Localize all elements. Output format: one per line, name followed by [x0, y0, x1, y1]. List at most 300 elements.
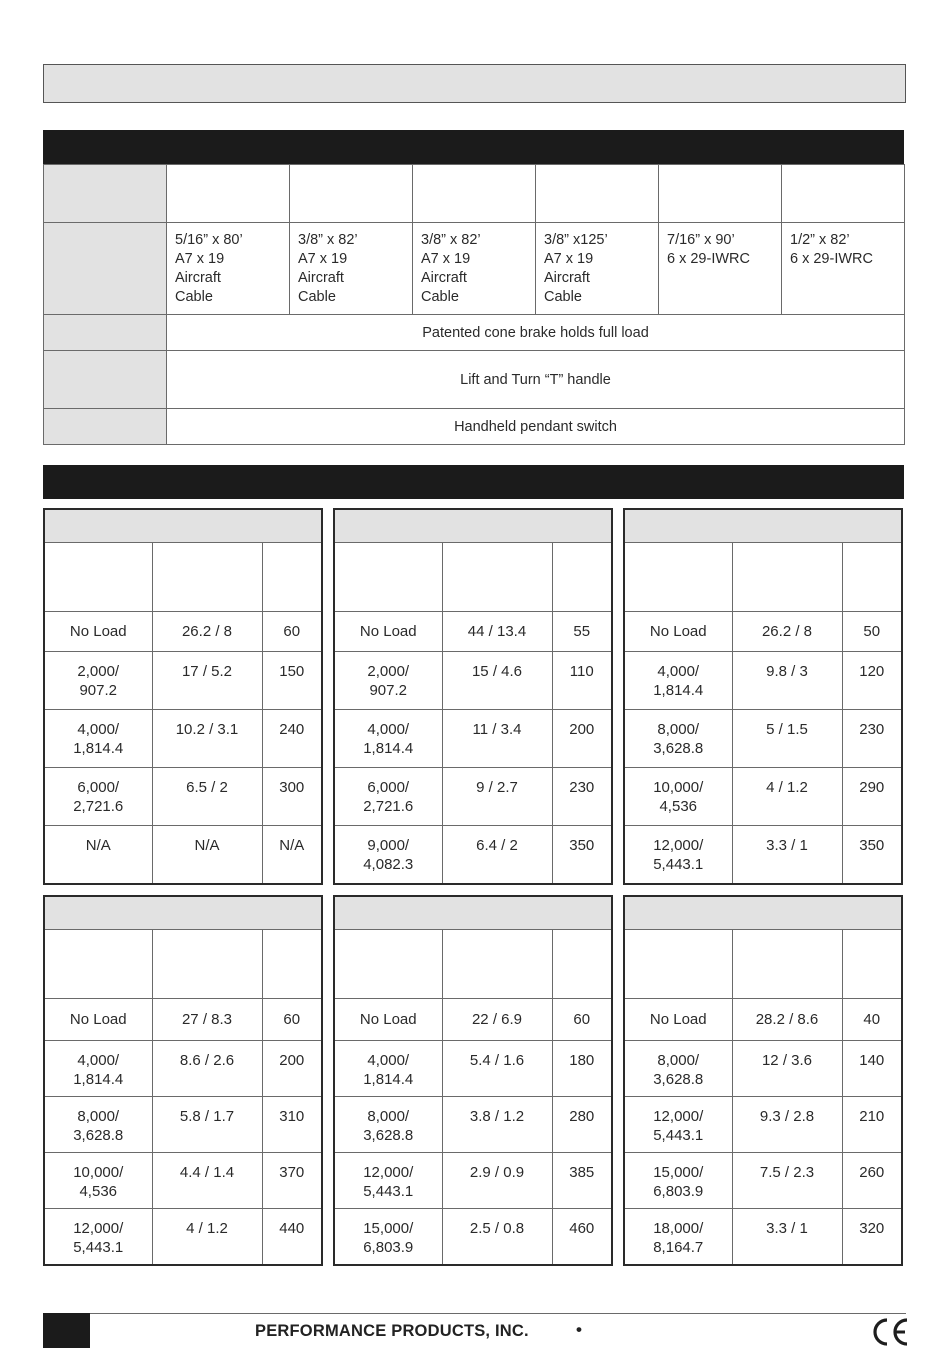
performance-row	[335, 1040, 611, 1096]
load-cell-text: 4,000/	[367, 720, 410, 738]
footer-page-block	[43, 1313, 90, 1348]
spec-model-row	[44, 165, 905, 223]
performance-row	[625, 651, 901, 709]
speed-cell	[732, 611, 842, 651]
load-cell	[335, 1152, 442, 1208]
load-cell	[45, 709, 152, 767]
performance-table	[43, 895, 323, 1266]
load-cell-text: 8,000/	[657, 1051, 700, 1069]
specifications-header-bar	[43, 130, 904, 164]
amps-cell	[552, 611, 611, 651]
spec-cable-row	[44, 223, 905, 315]
spec-model-cell	[659, 165, 782, 223]
load-cell	[625, 1096, 732, 1152]
amps-column-header	[262, 543, 321, 611]
cable-cell	[782, 223, 905, 315]
load-column-header	[625, 930, 732, 998]
load-cell-text: 8,000/	[367, 1107, 410, 1125]
speed-cell	[152, 825, 262, 883]
amps-cell	[842, 767, 901, 825]
performance-row	[625, 767, 901, 825]
load-cell-text: 2,721.6	[363, 797, 414, 815]
amps-cell-text: N/A	[279, 836, 305, 854]
speed-cell-text: 3.3 / 1	[766, 836, 808, 854]
cable-text: Cable	[175, 289, 213, 305]
amps-cell	[842, 611, 901, 651]
speed-cell	[152, 611, 262, 651]
load-cell-text: 4,082.3	[363, 855, 414, 873]
amps-cell	[262, 709, 321, 767]
cable-text: A7 x 19	[298, 251, 348, 267]
load-cell-text: 5,443.1	[73, 1238, 124, 1256]
amps-cell-text: 200	[279, 1051, 305, 1069]
speed-cell	[152, 998, 262, 1040]
load-cell-text: 9,000/	[367, 836, 410, 854]
performance-row	[45, 825, 321, 883]
speed-cell	[442, 767, 552, 825]
amps-cell-text: 320	[859, 1219, 885, 1237]
amps-cell-text: 60	[573, 1010, 591, 1028]
performance-row	[335, 998, 611, 1040]
spec-row-label	[44, 351, 167, 409]
performance-row	[625, 998, 901, 1040]
performance-grid	[625, 543, 901, 883]
speed-cell-text: 12 / 3.6	[761, 1051, 813, 1069]
load-cell-text: 5,443.1	[363, 1182, 414, 1200]
amps-cell-text: 300	[279, 778, 305, 796]
performance-row	[335, 825, 611, 883]
performance-table	[43, 508, 323, 885]
load-cell-text: 1,814.4	[73, 739, 124, 757]
speed-cell	[732, 1152, 842, 1208]
load-cell-text: 907.2	[369, 681, 408, 699]
amps-cell	[842, 1208, 901, 1264]
speed-cell-text: N/A	[194, 836, 220, 854]
speed-column-header	[152, 543, 262, 611]
amps-cell-text: 180	[569, 1051, 595, 1069]
speed-cell	[732, 709, 842, 767]
speed-cell-text: 4 / 1.2	[766, 778, 808, 796]
amps-cell	[842, 1040, 901, 1096]
load-cell	[45, 767, 152, 825]
speed-cell	[152, 767, 262, 825]
amps-cell	[262, 767, 321, 825]
cable-cell	[413, 223, 536, 315]
load-cell	[335, 825, 442, 883]
load-column-header	[335, 543, 442, 611]
load-cell-text: 12,000/	[363, 1163, 414, 1181]
load-cell-text: 4,536	[659, 797, 698, 815]
cable-text: Aircraft	[421, 270, 467, 286]
handle-text: Lift and Turn “T” handle	[167, 351, 905, 409]
amps-cell	[552, 1096, 611, 1152]
amps-cell-text: 60	[283, 1010, 301, 1028]
amps-cell-text: 310	[279, 1107, 305, 1125]
cable-text: Cable	[544, 289, 582, 305]
amps-cell	[552, 1208, 611, 1264]
load-cell	[45, 651, 152, 709]
performance-row	[335, 1096, 611, 1152]
speed-cell	[732, 998, 842, 1040]
speed-column-header	[442, 543, 552, 611]
load-cell	[625, 998, 732, 1040]
amps-cell-text: 385	[569, 1163, 595, 1181]
load-cell-text: 2,000/	[77, 662, 120, 680]
ce-mark-icon	[868, 1315, 910, 1349]
load-cell	[625, 709, 732, 767]
amps-cell	[262, 611, 321, 651]
load-cell	[335, 1096, 442, 1152]
load-cell	[625, 1152, 732, 1208]
amps-cell-text: 120	[859, 662, 885, 680]
performance-header-bar	[43, 465, 904, 499]
performance-row	[335, 611, 611, 651]
performance-row	[625, 709, 901, 767]
amps-cell	[552, 651, 611, 709]
speed-cell-text: 11 / 3.4	[472, 720, 522, 738]
amps-cell-text: 150	[279, 662, 305, 680]
cable-text: 1/2” x 82’	[790, 232, 850, 248]
amps-cell-text: 60	[283, 622, 301, 640]
amps-cell-text: 290	[859, 778, 885, 796]
speed-cell-text: 5 / 1.5	[766, 720, 808, 738]
spec-handle-row	[44, 351, 905, 409]
speed-cell-text: 17 / 5.2	[181, 662, 233, 680]
amps-cell-text: 50	[863, 622, 881, 640]
amps-cell-text: 350	[859, 836, 885, 854]
speed-cell-text: 2.9 / 0.9	[469, 1163, 525, 1181]
speed-column-header	[152, 930, 262, 998]
amps-cell-text: 210	[859, 1107, 885, 1125]
performance-row	[625, 611, 901, 651]
amps-cell	[552, 709, 611, 767]
cable-text: 3/8” x 82’	[298, 232, 358, 248]
load-cell	[335, 767, 442, 825]
specifications-table	[43, 164, 905, 445]
load-cell-text: 6,000/	[367, 778, 410, 796]
performance-row	[45, 611, 321, 651]
amps-cell	[262, 1096, 321, 1152]
load-cell	[45, 1040, 152, 1096]
footer-company-name: PERFORMANCE PRODUCTS, INC.	[255, 1322, 529, 1340]
cable-text: 5/16” x 80’	[175, 232, 243, 248]
load-cell-text: 5,443.1	[653, 1126, 704, 1144]
amps-cell-text: 110	[569, 662, 594, 680]
performance-column-header-row	[625, 543, 901, 611]
amps-cell-text: 230	[859, 720, 885, 738]
speed-cell	[442, 1096, 552, 1152]
speed-cell	[442, 611, 552, 651]
amps-cell	[262, 1208, 321, 1264]
amps-cell	[552, 825, 611, 883]
performance-row	[335, 767, 611, 825]
footer-bullet: •	[576, 1320, 582, 1339]
speed-column-header	[732, 930, 842, 998]
load-cell-text: No Load	[69, 622, 127, 640]
load-cell	[45, 1152, 152, 1208]
load-cell	[45, 1208, 152, 1264]
load-column-header	[45, 543, 152, 611]
load-cell-text: 6,000/	[77, 778, 120, 796]
load-cell-text: N/A	[85, 836, 111, 854]
cable-text: 3/8” x125’	[544, 232, 608, 248]
speed-cell-text: 26.2 / 8	[761, 622, 813, 640]
spec-row-label	[44, 315, 167, 351]
load-cell	[625, 1040, 732, 1096]
spec-control-row	[44, 409, 905, 445]
amps-cell-text: 460	[569, 1219, 595, 1237]
load-cell	[335, 1208, 442, 1264]
load-cell	[45, 611, 152, 651]
load-cell	[625, 767, 732, 825]
performance-table	[623, 508, 903, 885]
amps-cell	[552, 767, 611, 825]
load-cell-text: 4,000/	[77, 1051, 120, 1069]
load-cell-text: 3,628.8	[73, 1126, 124, 1144]
load-cell-text: No Load	[359, 622, 417, 640]
performance-column-header-row	[45, 543, 321, 611]
speed-cell	[732, 1208, 842, 1264]
amps-cell-text: 140	[859, 1051, 885, 1069]
cable-text: Cable	[421, 289, 459, 305]
load-cell-text: 10,000/	[653, 778, 704, 796]
load-cell-text: 12,000/	[653, 1107, 704, 1125]
speed-cell	[442, 651, 552, 709]
cable-text: 6 x 29-IWRC	[790, 251, 873, 267]
speed-cell	[732, 651, 842, 709]
speed-cell	[152, 1096, 262, 1152]
spec-model-cell	[413, 165, 536, 223]
speed-cell	[732, 825, 842, 883]
amps-cell	[262, 1040, 321, 1096]
speed-cell-text: 3.3 / 1	[766, 1219, 808, 1237]
performance-table	[333, 895, 613, 1266]
speed-cell	[442, 709, 552, 767]
performance-grid	[335, 930, 611, 1264]
cable-text: 3/8” x 82’	[421, 232, 481, 248]
amps-cell	[262, 1152, 321, 1208]
speed-cell-text: 15 / 4.6	[471, 662, 523, 680]
amps-cell-text: 350	[569, 836, 595, 854]
speed-cell-text: 9.8 / 3	[766, 662, 808, 680]
performance-row	[45, 1208, 321, 1264]
amps-cell	[842, 998, 901, 1040]
spec-row-label	[44, 165, 167, 223]
performance-table-title-bar	[335, 510, 611, 543]
performance-table-title-bar	[335, 897, 611, 930]
speed-cell	[442, 1208, 552, 1264]
performance-row	[335, 651, 611, 709]
spec-model-cell	[782, 165, 905, 223]
amps-cell	[552, 1040, 611, 1096]
load-cell	[625, 611, 732, 651]
amps-cell	[842, 1096, 901, 1152]
spec-brake-row	[44, 315, 905, 351]
amps-column-header	[842, 930, 901, 998]
speed-cell-text: 9.3 / 2.8	[759, 1107, 815, 1125]
load-cell-text: 4,000/	[367, 1051, 410, 1069]
performance-row	[45, 767, 321, 825]
performance-table	[333, 508, 613, 885]
amps-cell	[262, 651, 321, 709]
load-cell	[45, 825, 152, 883]
amps-column-header	[262, 930, 321, 998]
speed-column-header	[442, 930, 552, 998]
speed-cell	[152, 709, 262, 767]
performance-row	[335, 1152, 611, 1208]
speed-cell-text: 10.2 / 3.1	[175, 720, 239, 738]
amps-cell-text: 370	[279, 1163, 305, 1181]
load-column-header	[335, 930, 442, 998]
speed-cell-text: 6.4 / 2	[476, 836, 518, 854]
spec-model-cell	[536, 165, 659, 223]
speed-cell	[152, 1208, 262, 1264]
performance-row	[625, 1096, 901, 1152]
load-cell-text: 5,443.1	[653, 855, 704, 873]
cable-text: Aircraft	[175, 270, 221, 286]
speed-cell	[732, 1040, 842, 1096]
load-cell-text: 4,000/	[77, 720, 120, 738]
speed-cell	[442, 998, 552, 1040]
speed-cell-text: 7.5 / 2.3	[759, 1163, 815, 1181]
speed-cell	[442, 1152, 552, 1208]
load-cell-text: 4,536	[79, 1182, 118, 1200]
performance-column-header-row	[45, 930, 321, 998]
amps-cell-text: 200	[569, 720, 595, 738]
load-cell-text: 6,803.9	[653, 1182, 704, 1200]
load-cell-text: 3,628.8	[363, 1126, 414, 1144]
load-cell-text: 6,803.9	[363, 1238, 414, 1256]
load-cell	[335, 709, 442, 767]
performance-grid	[45, 543, 321, 883]
amps-cell	[262, 825, 321, 883]
performance-column-header-row	[625, 930, 901, 998]
amps-cell	[842, 825, 901, 883]
load-cell-text: 1,814.4	[653, 681, 704, 699]
load-cell	[45, 998, 152, 1040]
performance-row	[45, 998, 321, 1040]
amps-cell	[842, 651, 901, 709]
spec-row-label	[44, 409, 167, 445]
speed-column-header	[732, 543, 842, 611]
cable-text: A7 x 19	[421, 251, 471, 267]
load-column-header	[625, 543, 732, 611]
cable-cell	[290, 223, 413, 315]
speed-cell-text: 4 / 1.2	[186, 1219, 228, 1237]
speed-cell	[442, 825, 552, 883]
performance-row	[45, 709, 321, 767]
load-cell-text: 15,000/	[653, 1163, 704, 1181]
amps-cell-text: 280	[569, 1107, 595, 1125]
footer-rule	[43, 1313, 906, 1314]
cable-text: Aircraft	[544, 270, 590, 286]
speed-cell-text: 9 / 2.7	[476, 778, 518, 796]
load-cell	[625, 825, 732, 883]
speed-cell-text: 5.4 / 1.6	[469, 1051, 525, 1069]
load-cell-text: 8,000/	[77, 1107, 120, 1125]
cable-text: 6 x 29-IWRC	[667, 251, 750, 267]
load-cell-text: 1,814.4	[363, 739, 414, 757]
speed-cell	[732, 1096, 842, 1152]
load-cell	[335, 1040, 442, 1096]
performance-row	[45, 1152, 321, 1208]
performance-column-header-row	[335, 543, 611, 611]
speed-cell	[152, 1040, 262, 1096]
load-cell-text: No Load	[649, 622, 707, 640]
cable-text: Aircraft	[298, 270, 344, 286]
cable-cell	[536, 223, 659, 315]
load-cell-text: 18,000/	[653, 1219, 704, 1237]
amps-cell	[262, 998, 321, 1040]
load-cell	[45, 1096, 152, 1152]
amps-cell-text: 55	[573, 622, 591, 640]
performance-table-title-bar	[45, 510, 321, 543]
performance-table-title-bar	[625, 510, 901, 543]
load-cell-text: 8,164.7	[653, 1238, 704, 1256]
load-column-header	[45, 930, 152, 998]
load-cell-text: No Load	[69, 1010, 127, 1028]
speed-cell	[442, 1040, 552, 1096]
performance-row	[335, 1208, 611, 1264]
speed-cell	[152, 651, 262, 709]
speed-cell	[732, 767, 842, 825]
cable-text: 7/16” x 90’	[667, 232, 735, 248]
load-cell	[335, 611, 442, 651]
load-cell-text: 8,000/	[657, 720, 700, 738]
performance-row	[625, 1040, 901, 1096]
control-text: Handheld pendant switch	[167, 409, 905, 445]
amps-cell	[552, 1152, 611, 1208]
title-bar	[43, 64, 906, 103]
performance-table-title-bar	[625, 897, 901, 930]
load-cell	[335, 998, 442, 1040]
performance-row	[625, 1208, 901, 1264]
speed-cell-text: 27 / 8.3	[181, 1010, 233, 1028]
speed-cell-text: 28.2 / 8.6	[755, 1010, 819, 1028]
load-cell	[625, 1208, 732, 1264]
speed-cell	[152, 1152, 262, 1208]
cable-text: Cable	[298, 289, 336, 305]
performance-table	[623, 895, 903, 1266]
performance-grid	[45, 930, 321, 1264]
load-cell-text: 12,000/	[653, 836, 704, 854]
amps-column-header	[552, 930, 611, 998]
spec-row-label	[44, 223, 167, 315]
performance-row	[45, 651, 321, 709]
load-cell-text: 907.2	[79, 681, 118, 699]
performance-row	[45, 1096, 321, 1152]
speed-cell-text: 5.8 / 1.7	[179, 1107, 235, 1125]
amps-cell-text: 440	[279, 1219, 305, 1237]
amps-cell-text: 40	[863, 1010, 881, 1028]
cable-text: A7 x 19	[175, 251, 225, 267]
performance-column-header-row	[335, 930, 611, 998]
performance-table-title-bar	[45, 897, 321, 930]
amps-cell	[842, 1152, 901, 1208]
performance-row	[335, 709, 611, 767]
performance-row	[625, 825, 901, 883]
load-cell	[335, 651, 442, 709]
amps-cell-text: 230	[569, 778, 595, 796]
speed-cell-text: 2.5 / 0.8	[469, 1219, 525, 1237]
brake-text: Patented cone brake holds full load	[167, 315, 905, 351]
speed-cell-text: 6.5 / 2	[186, 778, 228, 796]
speed-cell-text: 44 / 13.4	[467, 622, 527, 640]
load-cell	[625, 651, 732, 709]
cable-text: A7 x 19	[544, 251, 594, 267]
performance-grid	[625, 930, 901, 1264]
load-cell-text: 3,628.8	[653, 1070, 704, 1088]
